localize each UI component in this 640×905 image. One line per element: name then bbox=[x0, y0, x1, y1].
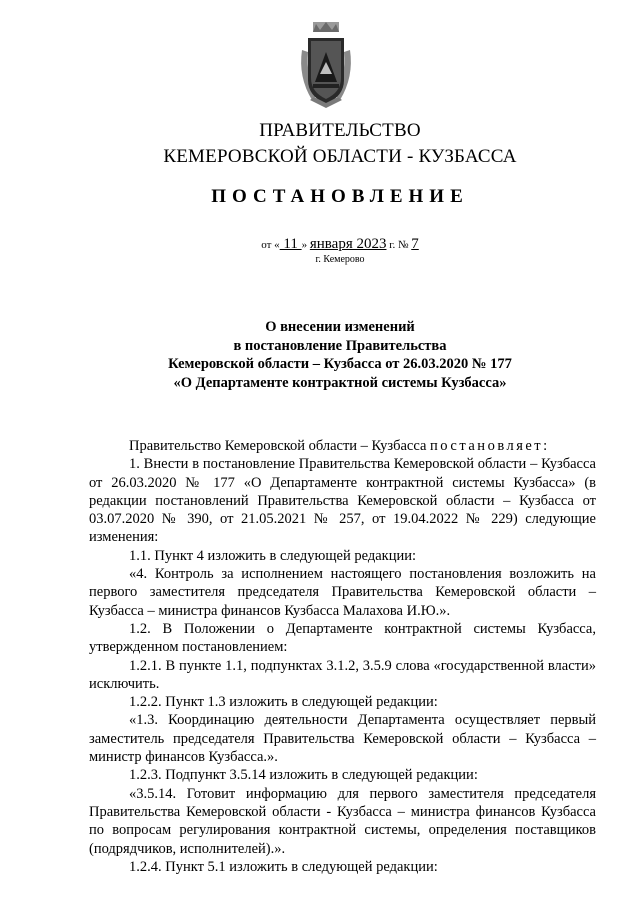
intro-spaced-word: постановляет bbox=[430, 438, 544, 454]
title-line: «О Департаменте контрактной системы Кузбасса» bbox=[173, 374, 507, 391]
body-paragraph: 1. Внести в постановление Правительства Кемеровской области – Кузбасса от 26.03.2020 № 177 «О Департаменте контрактной системы Кузбасса» (в редакции постановлений Правительства Кемеровской области – Кузбасса от 03.07.2020 № 390, от 21.05.2021 № 257, от 19.04.2022 № 229) следующие изменения: bbox=[89, 456, 596, 546]
date-day: 11 bbox=[279, 236, 302, 252]
intro-lead: Правительство Кемеровской области – Кузбасса bbox=[129, 438, 431, 454]
body-paragraph: 1.2.2. Пункт 1.3 изложить в следующей редакции: bbox=[129, 694, 438, 711]
document-number: 7 bbox=[411, 236, 419, 252]
intro-colon: : bbox=[543, 438, 548, 454]
body-paragraph: 1.2.3. Подпункт 3.5.14 изложить в следующей редакции: bbox=[129, 767, 478, 784]
body-paragraph: «4. Контроль за исполнением настоящего постановления возложить на первого заместителя председателя Правительства Кемеровской области – Кузбасса – министра финансов Кузбасса Малахова И.Ю.». bbox=[89, 566, 596, 619]
government-name-line1: ПРАВИТЕЛЬСТВО bbox=[259, 120, 421, 141]
body-paragraph: «1.3. Координацию деятельности Департамента осуществляет первый заместитель председателя Правительства Кемеровской области – Кузбасса – министр финансов Кузбасса.». bbox=[89, 712, 596, 766]
city-name: г. Кемерово bbox=[315, 254, 365, 265]
body-paragraph: 1.2.4. Пункт 5.1 изложить в следующей редакции: bbox=[129, 858, 438, 875]
date-month-year: января 2023 bbox=[309, 236, 387, 252]
date-g: г. № bbox=[386, 239, 412, 251]
title-line: О внесении изменений bbox=[265, 319, 415, 335]
title-line: Кемеровской области – Кузбасса от 26.03.2020 № 177 bbox=[168, 356, 512, 372]
body-paragraph: 1.2.1. В пункте 1.1, подпунктах 3.1.2, 3.5.9 слова «государственной власти» исключить. bbox=[89, 657, 596, 692]
date-number-line bbox=[0, 236, 640, 253]
document-body bbox=[89, 437, 596, 876]
title-line: в постановление Правительства bbox=[233, 337, 447, 354]
document-type-heading: ПОСТАНОВЛЕНИЕ bbox=[211, 186, 469, 207]
body-paragraph: «3.5.14. Готовит информацию для первого заместителя председателя Правительства Кемеровской области - Кузбасса – министра финансов Кузбасса по вопросам регулирования контрактной системы, определения поставщиков (подрядчиков, исполнителей).». bbox=[89, 785, 596, 857]
intro-paragraph bbox=[89, 437, 596, 455]
date-mid: » bbox=[301, 239, 310, 251]
body-paragraph: 1.1. Пункт 4 изложить в следующей редакции: bbox=[129, 547, 417, 564]
government-name-line2: КЕМЕРОВСКОЙ ОБЛАСТИ - КУЗБАССА bbox=[163, 146, 517, 167]
document-title bbox=[0, 318, 640, 392]
date-prefix: от « bbox=[261, 239, 280, 251]
coat-of-arms-emblem bbox=[298, 22, 354, 108]
body-paragraph: 1.2. В Положении о Департаменте контрактной системы Кузбасса, утвержденном постановлением: bbox=[89, 620, 596, 656]
